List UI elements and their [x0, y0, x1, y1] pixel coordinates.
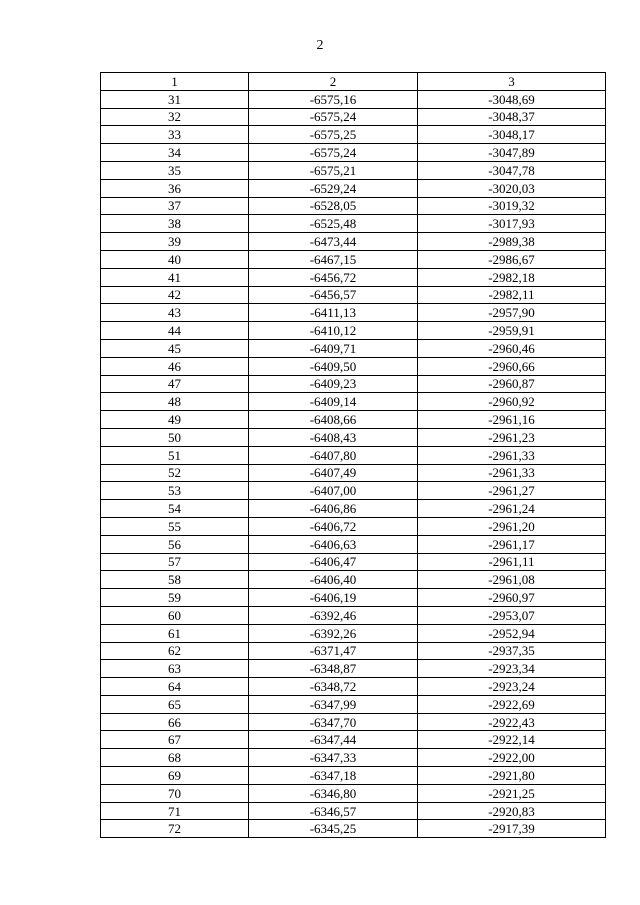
- table-cell-col-3: -3019,32: [418, 197, 606, 215]
- table-cell-col-2: -6347,44: [249, 731, 418, 749]
- table-cell-col-2: -6409,23: [249, 375, 418, 393]
- table-row: [101, 749, 606, 767]
- table-cell-col-1: 32: [101, 108, 249, 126]
- table-row: [101, 179, 606, 197]
- table-cell-col-1: 68: [101, 749, 249, 767]
- table-row: [101, 464, 606, 482]
- table-cell-col-2: -6407,49: [249, 464, 418, 482]
- table-cell-col-2: -6406,63: [249, 535, 418, 553]
- table-cell-col-3: -3047,89: [418, 144, 606, 162]
- table-cell-col-2: -6346,57: [249, 802, 418, 820]
- table-row: [101, 428, 606, 446]
- table-cell-col-1: 61: [101, 624, 249, 642]
- table-cell-col-1: 49: [101, 411, 249, 429]
- table-cell-col-3: -2917,39: [418, 820, 606, 838]
- table-cell-col-3: -2960,87: [418, 375, 606, 393]
- table-cell-col-3: -3017,93: [418, 215, 606, 233]
- table-cell-col-3: -2961,33: [418, 446, 606, 464]
- table-cell-col-3: -2961,33: [418, 464, 606, 482]
- table-row: [101, 767, 606, 785]
- table-row: [101, 820, 606, 838]
- table-row: [101, 660, 606, 678]
- table-cell-col-2: -6408,66: [249, 411, 418, 429]
- table-cell-col-3: -2960,46: [418, 339, 606, 357]
- table-row: [101, 90, 606, 108]
- table-cell-col-3: -2960,92: [418, 393, 606, 411]
- table-cell-col-3: -2923,34: [418, 660, 606, 678]
- table-cell-col-3: -2961,17: [418, 535, 606, 553]
- table-row: [101, 322, 606, 340]
- table-cell-col-2: -6347,99: [249, 695, 418, 713]
- coordinates-table: [100, 72, 606, 838]
- table-cell-col-1: 43: [101, 304, 249, 322]
- table-row: [101, 606, 606, 624]
- table-cell-col-2: -6406,86: [249, 500, 418, 518]
- table-row: [101, 678, 606, 696]
- table-cell-col-3: -3048,17: [418, 126, 606, 144]
- table-cell-col-1: 62: [101, 642, 249, 660]
- table-cell-col-2: -6392,26: [249, 624, 418, 642]
- table-cell-col-2: -6348,87: [249, 660, 418, 678]
- table-cell-col-1: 71: [101, 802, 249, 820]
- table-cell-col-1: 38: [101, 215, 249, 233]
- table-row: [101, 233, 606, 251]
- table-cell-col-2: -6456,72: [249, 268, 418, 286]
- table-cell-col-2: -6408,43: [249, 428, 418, 446]
- table-cell-col-3: -3020,03: [418, 179, 606, 197]
- table-cell-col-3: -2952,94: [418, 624, 606, 642]
- table-cell-col-1: 40: [101, 250, 249, 268]
- table-row: [101, 446, 606, 464]
- table-cell-col-3: -2961,11: [418, 553, 606, 571]
- page-number: 2: [316, 38, 324, 53]
- table-cell-col-1: 44: [101, 322, 249, 340]
- table-cell-col-1: 53: [101, 482, 249, 500]
- table-row: [101, 589, 606, 607]
- table-row: [101, 624, 606, 642]
- table-cell-col-3: -3047,78: [418, 161, 606, 179]
- table-cell-col-1: 36: [101, 179, 249, 197]
- table-row: [101, 411, 606, 429]
- table-row: [101, 108, 606, 126]
- table-cell-col-1: 67: [101, 731, 249, 749]
- table-cell-col-2: -6345,25: [249, 820, 418, 838]
- table-row: [101, 517, 606, 535]
- table-cell-col-3: -2986,67: [418, 250, 606, 268]
- table-cell-col-1: 69: [101, 767, 249, 785]
- column-header-3: 3: [418, 73, 606, 91]
- table-cell-col-1: 52: [101, 464, 249, 482]
- table-cell-col-3: -2922,14: [418, 731, 606, 749]
- table-cell-col-2: -6575,25: [249, 126, 418, 144]
- table-cell-col-1: 70: [101, 784, 249, 802]
- table-cell-col-2: -6371,47: [249, 642, 418, 660]
- table-cell-col-3: -3048,37: [418, 108, 606, 126]
- table-row: [101, 339, 606, 357]
- table-cell-col-3: -2961,20: [418, 517, 606, 535]
- table-cell-col-3: -2961,23: [418, 428, 606, 446]
- table-cell-col-3: -2961,08: [418, 571, 606, 589]
- table-header: [101, 73, 606, 91]
- table-cell-col-2: -6406,72: [249, 517, 418, 535]
- table-cell-col-2: -6347,33: [249, 749, 418, 767]
- table-cell-col-3: -2982,18: [418, 268, 606, 286]
- table-cell-col-3: -2923,24: [418, 678, 606, 696]
- table-cell-col-1: 50: [101, 428, 249, 446]
- table-cell-col-3: -3048,69: [418, 90, 606, 108]
- table-cell-col-2: -6392,46: [249, 606, 418, 624]
- table-cell-col-2: -6411,13: [249, 304, 418, 322]
- table-row: [101, 250, 606, 268]
- table-cell-col-3: -2922,69: [418, 695, 606, 713]
- table-cell-col-3: -2953,07: [418, 606, 606, 624]
- table-cell-col-2: -6406,47: [249, 553, 418, 571]
- table-cell-col-2: -6473,44: [249, 233, 418, 251]
- table-cell-col-2: -6409,14: [249, 393, 418, 411]
- table-cell-col-1: 34: [101, 144, 249, 162]
- header-row: [101, 73, 606, 91]
- table-cell-col-3: -2959,91: [418, 322, 606, 340]
- table-cell-col-1: 65: [101, 695, 249, 713]
- table-cell-col-1: 37: [101, 197, 249, 215]
- table-cell-col-1: 39: [101, 233, 249, 251]
- table-row: [101, 571, 606, 589]
- table-row: [101, 161, 606, 179]
- table-row: [101, 713, 606, 731]
- table-cell-col-2: -6575,24: [249, 108, 418, 126]
- table-cell-col-2: -6456,57: [249, 286, 418, 304]
- table-cell-col-1: 45: [101, 339, 249, 357]
- table-cell-col-3: -2921,80: [418, 767, 606, 785]
- table-row: [101, 375, 606, 393]
- table-cell-col-3: -2922,43: [418, 713, 606, 731]
- table-cell-col-1: 63: [101, 660, 249, 678]
- table-cell-col-3: -2960,97: [418, 589, 606, 607]
- table-cell-col-2: -6410,12: [249, 322, 418, 340]
- table-cell-col-2: -6346,80: [249, 784, 418, 802]
- table-cell-col-2: -6347,18: [249, 767, 418, 785]
- table-cell-col-1: 31: [101, 90, 249, 108]
- table-cell-col-3: -2957,90: [418, 304, 606, 322]
- table-row: [101, 784, 606, 802]
- table-cell-col-1: 64: [101, 678, 249, 696]
- table-cell-col-1: 41: [101, 268, 249, 286]
- table-row: [101, 144, 606, 162]
- table-cell-col-3: -2961,16: [418, 411, 606, 429]
- table-cell-col-2: -6406,19: [249, 589, 418, 607]
- table-cell-col-2: -6407,80: [249, 446, 418, 464]
- table-cell-col-3: -2920,83: [418, 802, 606, 820]
- table-row: [101, 215, 606, 233]
- table-row: [101, 731, 606, 749]
- table-cell-col-2: -6348,72: [249, 678, 418, 696]
- table-cell-col-1: 46: [101, 357, 249, 375]
- table-cell-col-1: 60: [101, 606, 249, 624]
- table-cell-col-3: -2989,38: [418, 233, 606, 251]
- table-row: [101, 802, 606, 820]
- table-cell-col-2: -6528,05: [249, 197, 418, 215]
- table-cell-col-2: -6406,40: [249, 571, 418, 589]
- table-row: [101, 126, 606, 144]
- table-cell-col-2: -6575,21: [249, 161, 418, 179]
- table-row: [101, 695, 606, 713]
- table-cell-col-2: -6529,24: [249, 179, 418, 197]
- column-header-1: 1: [101, 73, 249, 91]
- table-row: [101, 553, 606, 571]
- column-header-2: 2: [249, 73, 418, 91]
- table-cell-col-1: 56: [101, 535, 249, 553]
- table-cell-col-1: 47: [101, 375, 249, 393]
- table-cell-col-1: 72: [101, 820, 249, 838]
- table-row: [101, 482, 606, 500]
- table-cell-col-1: 33: [101, 126, 249, 144]
- table-cell-col-2: -6407,00: [249, 482, 418, 500]
- table-row: [101, 357, 606, 375]
- table-cell-col-3: -2961,24: [418, 500, 606, 518]
- table-cell-col-1: 59: [101, 589, 249, 607]
- table-cell-col-1: 66: [101, 713, 249, 731]
- table-cell-col-2: -6525,48: [249, 215, 418, 233]
- table-cell-col-3: -2921,25: [418, 784, 606, 802]
- table-row: [101, 197, 606, 215]
- table-row: [101, 393, 606, 411]
- table-row: [101, 286, 606, 304]
- table-cell-col-3: -2960,66: [418, 357, 606, 375]
- table-cell-col-1: 48: [101, 393, 249, 411]
- table-body: [101, 90, 606, 837]
- table-cell-col-1: 35: [101, 161, 249, 179]
- table-row: [101, 304, 606, 322]
- table-cell-col-1: 57: [101, 553, 249, 571]
- table-cell-col-1: 55: [101, 517, 249, 535]
- table-cell-col-1: 54: [101, 500, 249, 518]
- table-cell-col-2: -6409,71: [249, 339, 418, 357]
- table-cell-col-3: -2961,27: [418, 482, 606, 500]
- table-cell-col-3: -2937,35: [418, 642, 606, 660]
- table-cell-col-2: -6575,24: [249, 144, 418, 162]
- table-cell-col-2: -6347,70: [249, 713, 418, 731]
- table-cell-col-1: 42: [101, 286, 249, 304]
- table-cell-col-2: -6467,15: [249, 250, 418, 268]
- table-cell-col-1: 58: [101, 571, 249, 589]
- table-row: [101, 642, 606, 660]
- table-cell-col-2: -6409,50: [249, 357, 418, 375]
- table-cell-col-1: 51: [101, 446, 249, 464]
- table-row: [101, 500, 606, 518]
- table-cell-col-2: -6575,16: [249, 90, 418, 108]
- table-row: [101, 268, 606, 286]
- table-cell-col-3: -2982,11: [418, 286, 606, 304]
- table-row: [101, 535, 606, 553]
- table-cell-col-3: -2922,00: [418, 749, 606, 767]
